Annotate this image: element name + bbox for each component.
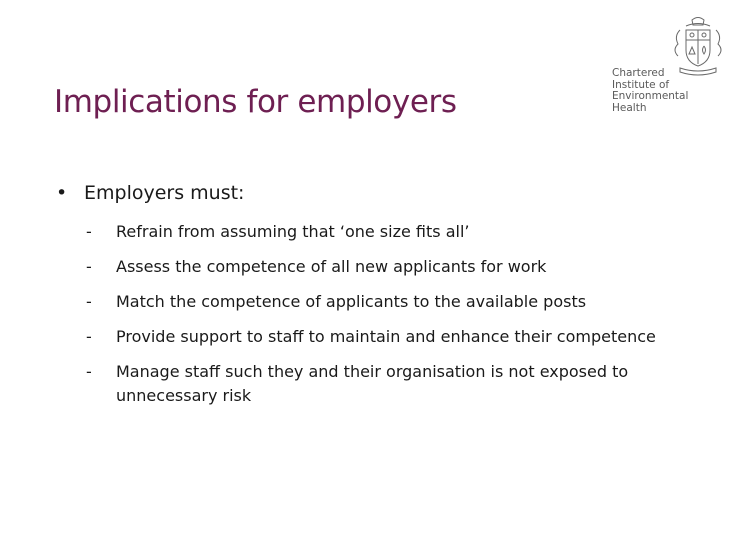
bullet [56, 180, 716, 206]
sub-bullet [86, 220, 716, 244]
sub-bullet [86, 290, 716, 314]
sub-bullet-marker: - [86, 327, 92, 346]
logo-line: Chartered [612, 67, 665, 79]
logo-line: Environmental [612, 90, 689, 102]
sub-bullet-marker: - [86, 257, 92, 276]
sub-bullet-marker: - [86, 292, 92, 311]
logo-line: Health [612, 101, 647, 114]
sub-bullet-text: Assess the competence of all new applicants for work [116, 257, 547, 276]
sub-bullet-text: Manage staff such they and their organisation is not exposed to unnecessary risk [116, 362, 629, 405]
sub-bullet-text: Provide support to staff to maintain and enhance their competence [116, 327, 656, 346]
sub-bullet-list [56, 220, 716, 408]
bullet-marker: • [56, 182, 68, 204]
sub-bullet-text: Refrain from assuming that ‘one size fits all’ [116, 222, 470, 241]
logo-line: Institute of [612, 78, 670, 91]
slide-title: Implications for employers [54, 84, 457, 120]
slide-content [56, 180, 716, 424]
sub-bullet [86, 360, 716, 408]
sub-bullet [86, 325, 716, 349]
sub-bullet-text: Match the competence of applicants to the available posts [116, 292, 587, 311]
sub-bullet [86, 255, 716, 279]
logo-text [612, 68, 688, 114]
sub-bullet-marker: - [86, 222, 92, 241]
bullet-text: Employers must: [84, 182, 245, 204]
sub-bullet-marker: - [86, 362, 92, 381]
organisation-logo [612, 16, 722, 120]
